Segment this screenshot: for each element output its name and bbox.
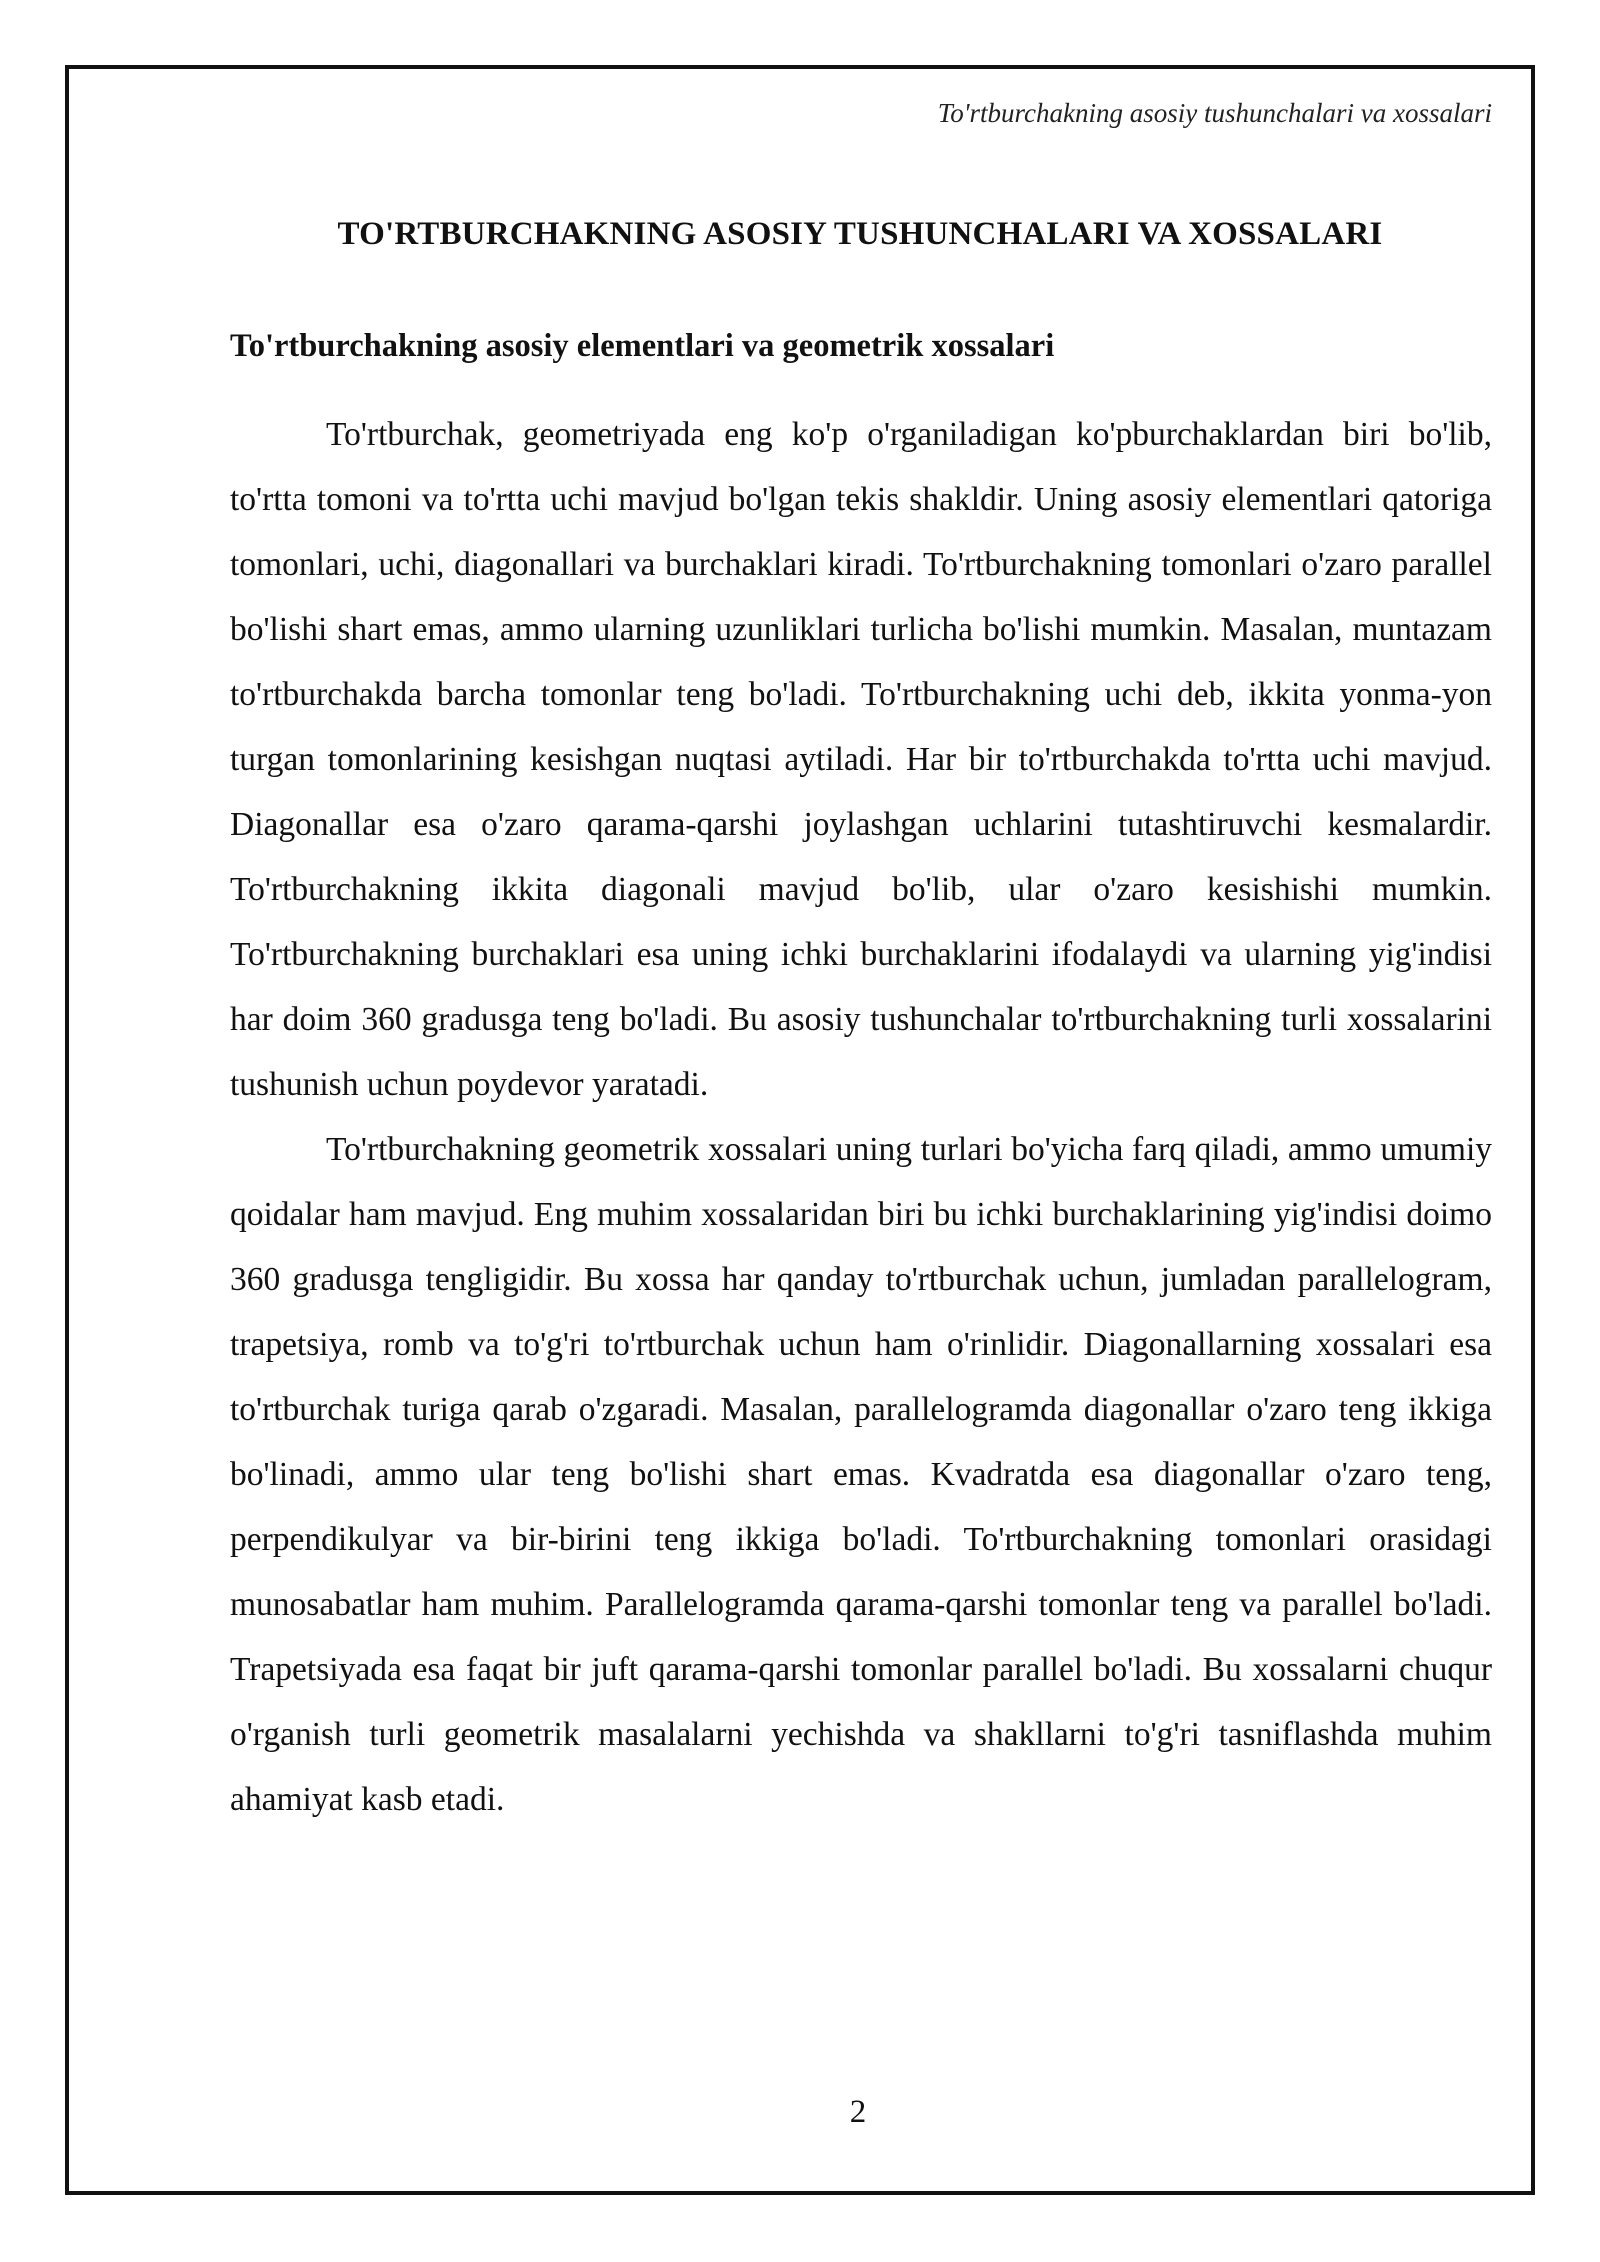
page-number: 2 xyxy=(849,2094,867,2130)
section-heading: To'rtburchakning asosiy elementlari va geometrik xossalari xyxy=(230,328,1055,364)
body-text xyxy=(230,402,1492,1832)
paragraph-2: To'rtburchakning geometrik xossalari uning turlari bo'yicha farq qiladi, ammo umumiy qoidalar ham mavjud. Eng muhim xossalaridan biri bu ichki burchaklarining yig'indisi doimo 360 gradusga tengligidir. Bu xossa har qanday to'rtburchak uchun, jumladan parallelogram, trapetsiya, romb va to'g'ri to'rtburchak uchun ham o'rinlidir. Diagonallarning xossalari esa to'rtburchak turiga qarab o'zgaradi. Masalan, parallelogramda diagonallar o'zaro teng ikkiga bo'linadi, ammo ular teng bo'lishi shart emas. Kvadratda esa diagonallar o'zaro teng, perpendikulyar va bir-birini teng ikkiga bo'ladi. To'rtburchakning tomonlari orasidagi munosabatlar ham muhim. Parallelogramda qarama-qarshi tomonlar teng va parallel bo'ladi. Trapetsiyada esa faqat bir juft qarama-qarshi tomonlar parallel bo'ladi. Bu xossalarni chuqur o'rganish turli geometrik masalalarni yechishda va shakllarni to'g'ri tasniflashda muhim ahamiyat kasb etadi. xyxy=(230,1131,1492,1818)
paragraph-1: To'rtburchak, geometriyada eng ko'p o'rganiladigan ko'pburchaklardan biri bo'lib, to'rtta tomoni va to'rtta uchi mavjud bo'lgan tekis shakldir. Uning asosiy elementlari qatoriga tomonlari, uchi, diagonallari va burchaklari kiradi. To'rtburchakning tomonlari o'zaro parallel bo'lishi shart emas, ammo ularning uzunliklari turlicha bo'lishi mumkin. Masalan, muntazam to'rtburchakda barcha tomonlar teng bo'ladi. To'rtburchakning uchi deb, ikkita yonma-yon turgan tomonlarining kesishgan nuqtasi aytiladi. Har bir to'rtburchakda to'rtta uchi mavjud. Diagonallar esa o'zaro qarama-qarshi joylashgan uchlarini tutashtiruvchi kesmalardir. To'rtburchakning ikkita diagonali mavjud bo'lib, ular o'zaro kesishishi mumkin. To'rtburchakning burchaklari esa uning ichki burchaklarini ifodalaydi va ularning yig'indisi har doim 360 gradusga teng bo'ladi. Bu asosiy tushunchalar to'rtburchakning turli xossalarini tushunish uchun poydevor yaratadi. xyxy=(230,416,1492,1103)
running-header: To'rtburchakning asosiy tushunchalari va xossalari xyxy=(937,98,1492,128)
document-title: TO'RTBURCHAKNING ASOSIY TUSHUNCHALARI VA XOSSALARI xyxy=(337,216,1383,252)
